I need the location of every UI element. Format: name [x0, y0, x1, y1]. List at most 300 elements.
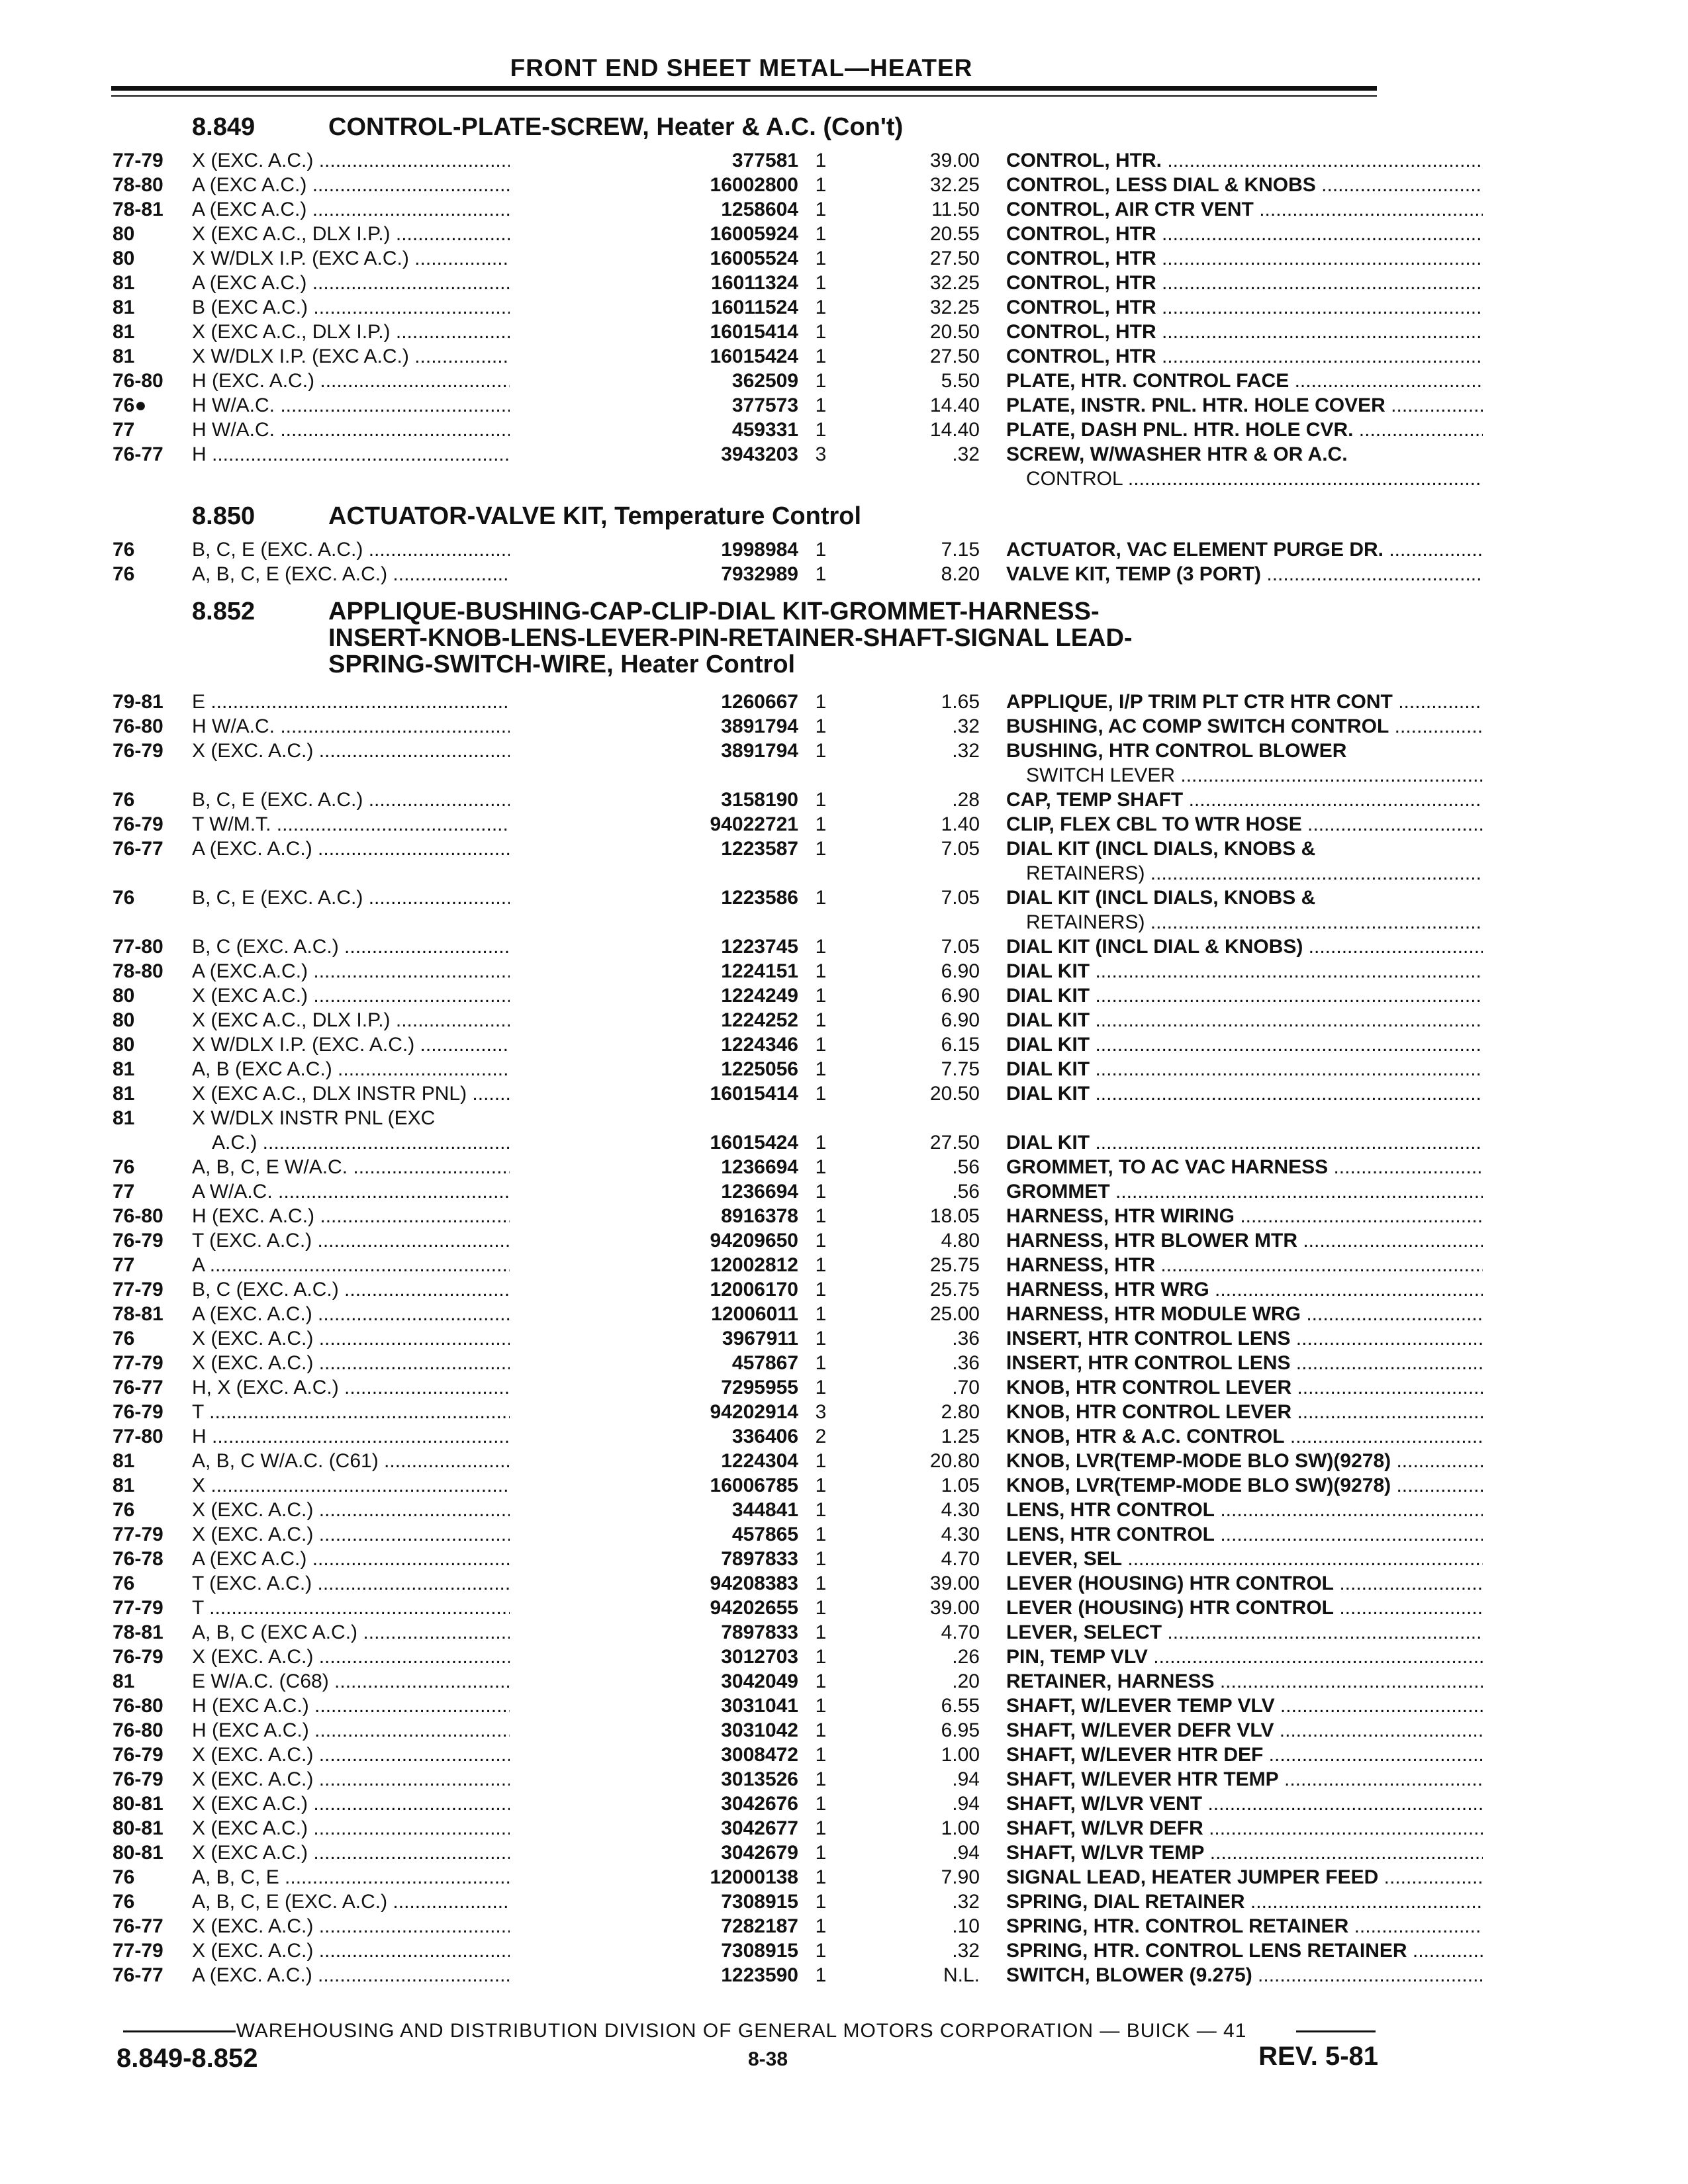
year-range	[113, 1914, 192, 1938]
year-range	[113, 1669, 192, 1694]
price-text: 1.65	[941, 691, 980, 713]
model-description-text: X (EXC. A.C.) .....	[192, 1352, 655, 1374]
price-text: 20.55	[929, 223, 980, 245]
part-number-text: 94202655	[710, 1597, 798, 1619]
part-row	[113, 1889, 1377, 1914]
part-row	[113, 1938, 1407, 1963]
part-number	[510, 1645, 798, 1669]
model-description-text: H W/A.C. .....	[192, 715, 655, 737]
part-name	[1006, 1326, 1483, 1351]
part-number-text: 362509	[731, 370, 798, 392]
quantity-text: 1	[815, 1695, 827, 1717]
price-text: .26	[952, 1646, 980, 1668]
quantity-text: 1	[815, 1915, 827, 1937]
price	[841, 537, 980, 562]
model-description-text: A, B, C, E (EXC. A.C.) .....	[192, 1891, 655, 1913]
year-range-text: 76	[113, 563, 135, 585]
year-range-text: 76-77	[113, 1915, 164, 1937]
year-range-text: 81	[113, 1107, 135, 1129]
year-range	[113, 1057, 192, 1081]
model-description-text: H (EXC A.C.) .....	[192, 1719, 655, 1741]
part-name-text: SHAFT, W/LEVER TEMP VLV .....	[1006, 1695, 1483, 1717]
year-range-text: 81	[113, 272, 135, 294]
year-range-text: 78-81	[113, 1621, 164, 1643]
part-row	[113, 295, 1377, 320]
part-number	[510, 1473, 798, 1498]
price	[841, 690, 980, 714]
price-text: 6.15	[941, 1034, 980, 1056]
part-number	[510, 1375, 798, 1400]
model-description-text: X (EXC. A.C.) .....	[192, 740, 655, 762]
model-description-text: X (EXC. A.C.) .....	[192, 1524, 655, 1545]
year-range	[113, 1277, 192, 1302]
model-description-text: X (EXC. A.C.) .....	[192, 1499, 655, 1521]
year-range	[113, 369, 192, 393]
part-name-text: SHAFT, W/LVR DEFR .....	[1006, 1817, 1483, 1839]
price	[841, 1253, 980, 1277]
model-description-text: B, C (EXC. A.C.) .....	[192, 1279, 655, 1300]
part-name-text: BUSHING, HTR CONTROL BLOWER	[1006, 740, 1347, 762]
part-number	[510, 1792, 798, 1816]
part-name	[1006, 562, 1483, 586]
part-row	[113, 1057, 1377, 1081]
quantity	[808, 1326, 834, 1351]
part-name	[1006, 222, 1483, 246]
year-range	[113, 1473, 192, 1498]
part-number	[510, 418, 798, 442]
part-number-text: 1224249	[721, 985, 798, 1007]
year-range	[113, 1106, 192, 1130]
part-number-text: 1236694	[721, 1181, 798, 1203]
model-description-text: B, C, E (EXC. A.C.) .....	[192, 789, 655, 811]
year-range-text: 76-77	[113, 1377, 164, 1398]
part-name-text: HARNESS, HTR WIRING .....	[1006, 1205, 1483, 1227]
quantity	[808, 562, 834, 586]
part-name	[1006, 246, 1483, 271]
quantity	[808, 1743, 834, 1767]
part-number	[510, 1032, 798, 1057]
part-name	[1006, 1889, 1483, 1914]
quantity	[808, 1228, 834, 1253]
price-text: .94	[952, 1842, 980, 1864]
part-name	[1006, 1400, 1483, 1424]
part-number-text: 16015424	[710, 345, 798, 367]
quantity-text: 1	[815, 1621, 827, 1643]
price	[841, 222, 980, 246]
quantity-text: 1	[815, 272, 827, 294]
part-row	[113, 1816, 1377, 1841]
model-description-text: X W/DLX I.P. (EXC A.C.) .....	[192, 345, 655, 367]
price	[841, 1865, 980, 1889]
year-range-text: 76	[113, 1572, 135, 1594]
part-number-text: 7308915	[721, 1940, 798, 1962]
quantity	[808, 1204, 834, 1228]
quantity-text: 1	[815, 539, 827, 561]
part-name-text: KNOB, HTR CONTROL LEVER .....	[1006, 1401, 1483, 1423]
quantity-text: 1	[815, 1572, 827, 1594]
quantity-text: 1	[815, 838, 827, 860]
part-number	[510, 148, 798, 173]
part-name	[1006, 295, 1483, 320]
part-name-text: HARNESS, HTR BLOWER MTR .....	[1006, 1230, 1483, 1251]
quantity-text: 1	[815, 715, 827, 737]
price	[841, 1375, 980, 1400]
part-number-text: 3012703	[721, 1646, 798, 1668]
price	[841, 1155, 980, 1179]
section-number: 8.850	[192, 502, 256, 530]
year-range	[113, 1889, 192, 1914]
part-row	[113, 1963, 1377, 1987]
part-number	[510, 537, 798, 562]
part-row	[113, 714, 1389, 739]
quantity	[808, 1032, 834, 1057]
part-name	[1006, 1032, 1483, 1057]
price-text: 7.05	[941, 838, 980, 860]
year-range	[113, 837, 192, 861]
quantity-text: 1	[815, 1719, 827, 1741]
part-number-text: 457865	[731, 1524, 798, 1545]
quantity	[808, 1498, 834, 1522]
part-name	[1006, 1914, 1483, 1938]
part-row	[113, 271, 1377, 295]
part-number	[510, 812, 798, 837]
part-name-text: DIAL KIT .....	[1006, 985, 1483, 1007]
quantity	[808, 222, 834, 246]
year-range-text: 76	[113, 1866, 135, 1888]
quantity-text: 1	[815, 887, 827, 909]
section-title-line: ACTUATOR-VALVE KIT, Temperature Control	[328, 502, 862, 530]
quantity-text: 1	[815, 960, 827, 982]
price	[841, 1400, 980, 1424]
price	[841, 983, 980, 1008]
part-number	[510, 1841, 798, 1865]
quantity-text: 1	[815, 223, 827, 245]
quantity	[808, 1620, 834, 1645]
part-row	[113, 1400, 1377, 1424]
model-description-text: A (EXC A.C.) .....	[192, 272, 655, 294]
part-name-text: SPRING, HTR. CONTROL RETAINER .....	[1006, 1915, 1483, 1937]
part-name	[1006, 418, 1483, 442]
quantity-text: 1	[815, 1230, 827, 1251]
part-name	[1006, 1351, 1483, 1375]
price-text: 27.50	[929, 345, 980, 367]
part-name-text: PLATE, DASH PNL. HTR. HOLE CVR. .....	[1006, 419, 1483, 441]
part-row	[113, 959, 1377, 983]
part-name-cont	[1026, 910, 1483, 934]
price	[841, 1645, 980, 1669]
part-name-text: SPRING, DIAL RETAINER .....	[1006, 1891, 1483, 1913]
year-range	[113, 1424, 192, 1449]
price-text: 4.30	[941, 1499, 980, 1521]
quantity	[808, 1547, 834, 1571]
part-name	[1006, 1375, 1483, 1400]
part-name	[1006, 886, 1483, 910]
part-name-text: SHAFT, W/LVR TEMP .....	[1006, 1842, 1483, 1864]
quantity	[808, 1081, 834, 1106]
year-range-text: 76	[113, 539, 135, 561]
quantity-text: 1	[815, 321, 827, 343]
part-number-text: 1998984	[721, 539, 798, 561]
part-row	[113, 562, 1377, 586]
part-name	[1006, 1963, 1483, 1987]
quantity-text: 3	[815, 1401, 827, 1423]
year-range	[113, 1718, 192, 1743]
quantity	[808, 812, 834, 837]
part-number	[510, 886, 798, 910]
part-number	[510, 1938, 798, 1963]
part-row	[113, 1498, 1377, 1522]
quantity	[808, 1179, 834, 1204]
part-row	[113, 173, 1377, 197]
quantity	[808, 983, 834, 1008]
part-name-text: CONTROL, HTR .....	[1006, 296, 1483, 318]
section-rows	[113, 148, 1385, 491]
quantity	[808, 1669, 834, 1694]
year-range-text: 80-81	[113, 1817, 164, 1839]
part-name-text: SHAFT, W/LEVER HTR TEMP .....	[1006, 1768, 1483, 1790]
part-name	[1006, 1277, 1483, 1302]
model-description-text: A (EXC.A.C.) .....	[192, 960, 655, 982]
part-number	[510, 246, 798, 271]
year-range	[113, 1351, 192, 1375]
price-text: 4.70	[941, 1548, 980, 1570]
price	[841, 369, 980, 393]
price-text: 6.90	[941, 1009, 980, 1031]
part-row	[113, 1914, 1377, 1938]
section-title-line: APPLIQUE-BUSHING-CAP-CLIP-DIAL KIT-GROMMET-HARNESS-	[328, 598, 1100, 625]
price-text: 14.40	[929, 394, 980, 416]
part-name-text: DIAL KIT .....	[1006, 1058, 1483, 1080]
year-range	[113, 1767, 192, 1792]
part-number-text: 7308915	[721, 1891, 798, 1913]
price	[841, 788, 980, 812]
price-text: 27.50	[929, 248, 980, 269]
quantity-text: 1	[815, 1670, 827, 1692]
year-range-text: 76-80	[113, 1205, 164, 1227]
price	[841, 1449, 980, 1473]
part-name-text: PLATE, INSTR. PNL. HTR. HOLE COVER .....	[1006, 394, 1483, 416]
part-name-text: APPLIQUE, I/P TRIM PLT CTR HTR CONT .....	[1006, 691, 1483, 713]
part-number	[510, 1963, 798, 1987]
model-description-text: T (EXC. A.C.) .....	[192, 1572, 655, 1594]
price	[841, 1081, 980, 1106]
price-text: 20.80	[929, 1450, 980, 1472]
part-number	[510, 393, 798, 418]
year-range-text: 76	[113, 1156, 135, 1178]
model-description-text: A (EXC. A.C.) .....	[192, 838, 655, 860]
part-name	[1006, 1620, 1483, 1645]
price	[841, 271, 980, 295]
part-row	[113, 1449, 1391, 1473]
part-name	[1006, 690, 1483, 714]
part-row	[113, 1767, 1377, 1792]
model-description-text: A .....	[192, 1254, 655, 1276]
price-text: 20.50	[929, 321, 980, 343]
part-number-text: 1258604	[721, 199, 798, 220]
price-text: 39.00	[929, 1597, 980, 1619]
year-range-text: 76	[113, 1499, 135, 1521]
part-number	[510, 1008, 798, 1032]
quantity	[808, 197, 834, 222]
price-text: 39.00	[929, 1572, 980, 1594]
part-name-cont-text: RETAINERS) .....	[1026, 911, 1483, 933]
part-number-text: 3967911	[722, 1328, 798, 1349]
model-description-text: X (EXC A.C., DLX I.P.) .....	[192, 223, 655, 245]
quantity	[808, 959, 834, 983]
year-range-text: 77	[113, 1254, 135, 1276]
quantity	[808, 1963, 834, 1987]
year-range-text: 81	[113, 321, 135, 343]
year-range-text: 76-80	[113, 715, 164, 737]
year-range-text: 76-77	[113, 1964, 164, 1986]
part-name-cont-text: CONTROL .....	[1026, 468, 1483, 490]
part-row	[113, 1718, 1377, 1743]
part-name	[1006, 1449, 1483, 1473]
quantity	[808, 295, 834, 320]
quantity-text: 1	[815, 296, 827, 318]
year-range-text: 77-79	[113, 1940, 164, 1962]
part-number-text: 7932989	[721, 563, 798, 585]
part-row	[113, 537, 1384, 562]
price	[841, 837, 980, 861]
part-number-text: 377581	[731, 150, 798, 171]
part-number	[510, 1228, 798, 1253]
year-range	[113, 246, 192, 271]
quantity	[808, 246, 834, 271]
part-row	[113, 1106, 1377, 1155]
part-number-text: 1260667	[721, 691, 798, 713]
quantity-text: 3	[815, 443, 827, 465]
quantity-text: 2	[815, 1426, 827, 1447]
year-range-text: 76	[113, 1328, 135, 1349]
model-description-text: H (EXC. A.C.) .....	[192, 1205, 655, 1227]
part-name	[1006, 173, 1483, 197]
year-range	[113, 1204, 192, 1228]
quantity	[808, 837, 834, 861]
part-number-text: 16006785	[710, 1475, 798, 1496]
part-number-text: 3943203	[721, 443, 798, 465]
price	[841, 344, 980, 369]
model-description-text: A (EXC A.C.) .....	[192, 174, 655, 196]
part-number	[510, 739, 798, 763]
part-number-text: 336406	[731, 1426, 798, 1447]
part-number-text: 12006170	[710, 1279, 798, 1300]
quantity	[808, 1400, 834, 1424]
price	[841, 739, 980, 763]
part-number-text: 344841	[731, 1499, 798, 1521]
part-row	[113, 1081, 1377, 1106]
year-range	[113, 271, 192, 295]
model-description-text: X W/DLX I.P. (EXC. A.C.) .....	[192, 1034, 655, 1056]
part-name-text: BUSHING, AC COMP SWITCH CONTROL .....	[1006, 715, 1483, 737]
model-description-text: X (EXC A.C., DLX I.P.) .....	[192, 1009, 655, 1031]
model-description-text: T .....	[192, 1597, 655, 1619]
part-number-text: 1223587	[721, 838, 798, 860]
price-text: .94	[952, 1793, 980, 1815]
part-number	[510, 344, 798, 369]
year-range-text: 81	[113, 1475, 135, 1496]
quantity	[808, 1473, 834, 1498]
year-range-text: 76●	[113, 394, 147, 416]
quantity-text: 1	[815, 1058, 827, 1080]
price-text: 25.00	[929, 1303, 980, 1325]
price-text: .32	[952, 715, 980, 737]
quantity	[808, 1130, 834, 1155]
price-text: 1.00	[941, 1817, 980, 1839]
part-number-text: 94202914	[710, 1401, 798, 1423]
price	[841, 562, 980, 586]
model-description-text: H, X (EXC. A.C.) .....	[192, 1377, 655, 1398]
section-number: 8.849	[192, 113, 256, 141]
part-name	[1006, 1179, 1483, 1204]
price-text: .32	[952, 1891, 980, 1913]
part-number-text: 94209650	[710, 1230, 798, 1251]
part-name-text: INSERT, HTR CONTROL LENS .....	[1006, 1328, 1483, 1349]
year-range-text: 78-80	[113, 174, 164, 196]
year-range	[113, 1620, 192, 1645]
part-name-text: VALVE KIT, TEMP (3 PORT) .....	[1006, 563, 1483, 585]
part-number-text: 1224346	[721, 1034, 798, 1056]
part-name-text: PIN, TEMP VLV .....	[1006, 1646, 1483, 1668]
part-number-text: 12002812	[710, 1254, 798, 1276]
year-range-text: 77	[113, 419, 135, 441]
year-range	[113, 1449, 192, 1473]
quantity	[808, 320, 834, 344]
part-number-text: 16015414	[710, 321, 798, 343]
year-range-text: 77-79	[113, 150, 164, 171]
year-range-text: 79-81	[113, 691, 164, 713]
quantity	[808, 1889, 834, 1914]
part-row	[113, 1277, 1377, 1302]
part-row	[113, 1424, 1377, 1449]
part-name-cont	[1026, 467, 1483, 491]
year-range-text: 77	[113, 1181, 135, 1203]
part-number-text: 3042677	[721, 1817, 798, 1839]
part-number-text: 3031041	[721, 1695, 798, 1717]
year-range	[113, 812, 192, 837]
quantity-text: 1	[815, 1034, 827, 1056]
quantity-text: 1	[815, 1744, 827, 1766]
quantity-text: 1	[815, 1377, 827, 1398]
part-number-text: 459331	[731, 419, 798, 441]
part-number	[510, 369, 798, 393]
model-description-text: X (EXC. A.C.) .....	[192, 1768, 655, 1790]
price-text: 7.75	[941, 1058, 980, 1080]
model-description-text: T W/M.T. .....	[192, 813, 655, 835]
part-row	[113, 1547, 1377, 1571]
part-row	[113, 690, 1393, 714]
part-row	[113, 934, 1377, 959]
model-description-text: H (EXC. A.C.) .....	[192, 370, 655, 392]
model-description-text: A (EXC A.C.) .....	[192, 1548, 655, 1570]
part-number	[510, 1889, 798, 1914]
quantity-text: 1	[815, 1156, 827, 1178]
price-text: 6.90	[941, 960, 980, 982]
price	[841, 1841, 980, 1865]
part-name	[1006, 1669, 1483, 1694]
quantity-text: 1	[815, 1597, 827, 1619]
part-number	[510, 1669, 798, 1694]
part-number-text: 1236694	[721, 1156, 798, 1178]
year-range-text: 76-78	[113, 1548, 164, 1570]
part-name	[1006, 148, 1483, 173]
part-number	[510, 934, 798, 959]
part-name	[1006, 369, 1483, 393]
year-range-text: 80	[113, 985, 135, 1007]
quantity-text: 1	[815, 1352, 827, 1374]
part-row	[113, 1351, 1377, 1375]
quantity-text: 1	[815, 1768, 827, 1790]
